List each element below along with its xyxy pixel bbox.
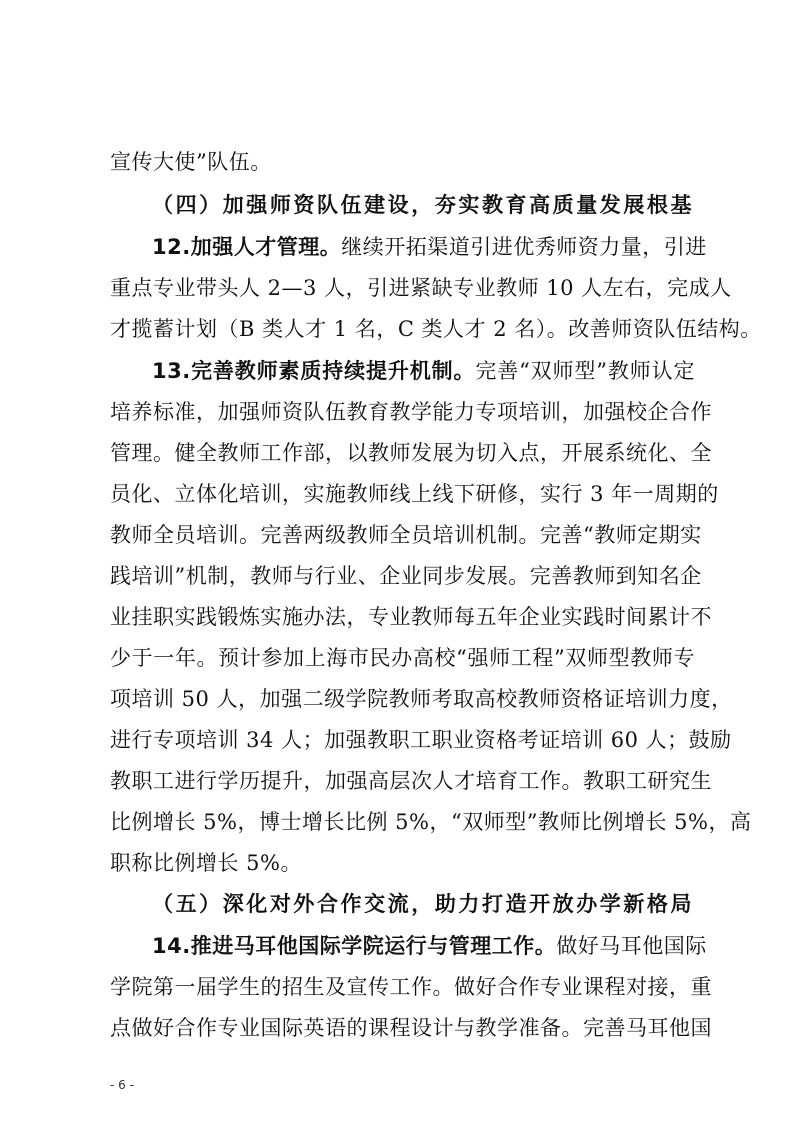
paragraph-13-first-line bbox=[152, 351, 695, 391]
text-line: 宣传大使”队伍。 bbox=[110, 150, 272, 174]
paragraph-14-text: 做好马耳他国际 bbox=[556, 934, 707, 958]
text-line: 教师全员培训。完善两级教师全员培训机制。完善“教师定期实 bbox=[110, 523, 702, 547]
paragraph-13-lead: 13.完善教师素质持续提升机制。 bbox=[152, 359, 476, 383]
paragraph-12-text: 继续开拓渠道引进优秀师资力量，引进 bbox=[341, 235, 707, 259]
text-line: 业挂职实践锻炼实施办法，专业教师每五年企业实践时间累计不 bbox=[110, 605, 712, 629]
text-line: 进行专项培训 34 人；加强教职工职业资格考证培训 60 人；鼓励 bbox=[110, 728, 732, 752]
text-line: 重点专业带头人 2—3 人，引进紧缺专业教师 10 人左右，完成人 bbox=[110, 276, 732, 300]
text-line: 践培训”机制，教师与行业、企业同步发展。完善教师到知名企 bbox=[110, 564, 702, 588]
text-line: 培养标准，加强师资队伍教育教学能力专项培训，加强校企合作 bbox=[110, 400, 712, 424]
paragraph-12-lead: 12.加强人才管理。 bbox=[152, 235, 342, 259]
text-line: 比例增长 5%，博士增长比例 5%，“双师型”教师比例增长 5%，高 bbox=[110, 810, 752, 834]
text-line: 员化、立体化培训，实施教师线上线下研修，实行 3 年一周期的 bbox=[110, 482, 719, 506]
text-line: 教职工进行学历提升，加强高层次人才培育工作。教职工研究生 bbox=[110, 769, 712, 793]
paragraph-13-text: 完善“双师型”教师认定 bbox=[475, 359, 695, 383]
text-line: 才揽蓄计划（B 类人才 1 名，C 类人才 2 名）。改善师资队伍结构。 bbox=[110, 317, 762, 341]
section-heading-4: （四）加强师资队伍建设，夯实教育高质量发展根基 bbox=[152, 193, 692, 217]
page-number: - 6 - bbox=[110, 1078, 134, 1092]
section-heading-5: （五）深化对外合作交流，助力打造开放办学新格局 bbox=[152, 892, 692, 916]
paragraph-14-lead: 14.推进马耳他国际学院运行与管理工作。 bbox=[152, 934, 557, 958]
paragraph-12-first-line bbox=[152, 227, 707, 267]
text-line: 少于一年。预计参加上海市民办高校“强师工程”双师型教师专 bbox=[110, 646, 695, 670]
text-line: 管理。健全教师工作部，以教师发展为切入点，开展系统化、全 bbox=[110, 441, 712, 465]
text-line: 点做好合作专业国际英语的课程设计与教学准备。完善马耳他国 bbox=[110, 1016, 712, 1040]
text-line: 职称比例增长 5%。 bbox=[110, 851, 302, 875]
text-line: 学院第一届学生的招生及宣传工作。做好合作专业课程对接，重 bbox=[110, 975, 712, 999]
paragraph-14-first-line bbox=[152, 926, 707, 966]
text-line: 项培训 50 人，加强二级学院教师考取高校教师资格证培训力度， bbox=[110, 687, 733, 711]
